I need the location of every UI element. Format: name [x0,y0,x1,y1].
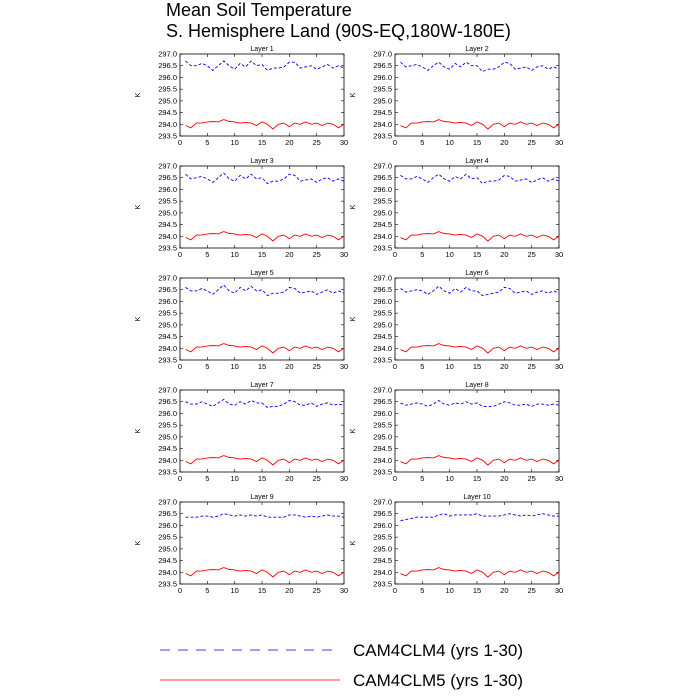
y-tick-label: 294.0 [158,343,177,353]
panel-layer-7 [135,382,348,483]
x-tick-label: 15 [257,362,267,371]
x-tick-label: 30 [339,250,349,259]
x-tick-label: 20 [285,362,294,371]
y-tick-label: 295.0 [373,544,392,554]
y-tick-label: 295.0 [158,96,177,106]
x-tick-label: 25 [527,250,536,259]
y-tick-label: 295.5 [373,196,392,206]
x-tick-label: 25 [527,586,536,595]
x-tick-label: 25 [312,250,321,259]
x-tick-label: 20 [285,250,294,259]
y-tick-label: 294.5 [158,108,177,118]
y-tick-label: 295.0 [158,320,177,330]
x-tick-label: 0 [392,362,398,371]
chart-title-line1: Mean Soil Temperature [166,0,352,20]
y-tick-label: 295.5 [373,84,392,94]
x-tick-label: 20 [285,474,294,483]
legend [160,641,523,690]
x-tick-label: 30 [554,138,564,147]
y-tick-label: 295.5 [158,532,177,542]
series-cam4clm5 [186,568,345,577]
x-tick-label: 30 [554,474,564,483]
x-tick-label: 10 [230,250,239,259]
x-tick-label: 0 [177,138,183,147]
y-tick-label: 297.0 [158,273,177,283]
x-tick-label: 30 [339,586,349,595]
y-tick-label: 296.0 [373,296,392,306]
x-tick-label: 25 [312,138,321,147]
x-tick-label: 25 [527,138,536,147]
x-tick-label: 5 [420,474,425,483]
y-tick-label: 296.5 [158,173,177,183]
x-tick-label: 5 [205,474,210,483]
y-tick-label: 294.0 [373,231,392,241]
panel-layer-8 [350,382,563,483]
plot-frame [395,502,559,584]
y-tick-label: 296.0 [158,184,177,194]
x-tick-label: 0 [177,474,183,483]
y-tick-label: 294.5 [158,444,177,454]
x-tick-label: 25 [527,362,536,371]
y-tick-label: 295.0 [158,208,177,218]
y-tick-label: 294.0 [158,567,177,577]
panel-title: Layer 4 [465,158,489,165]
panel-layer-4 [350,158,563,259]
series-cam4clm4 [186,285,345,296]
y-axis-label: K [350,316,357,322]
series-cam4clm4 [186,399,345,407]
y-tick-label: 293.5 [158,467,177,477]
x-tick-label: 10 [445,474,454,483]
y-tick-label: 296.5 [373,285,392,295]
panel-layer-10 [350,494,563,595]
y-tick-label: 294.5 [158,332,177,342]
y-tick-label: 293.5 [373,467,392,477]
panel-title: Layer 8 [465,382,489,389]
y-tick-label: 296.0 [158,520,177,530]
y-tick-label: 295.5 [158,84,177,94]
x-tick-label: 10 [230,474,239,483]
y-tick-label: 297.0 [158,497,177,507]
y-tick-label: 296.5 [373,397,392,407]
x-tick-label: 10 [445,586,454,595]
panel-layer-2 [350,46,563,147]
x-tick-label: 15 [472,586,482,595]
y-axis-label: K [135,92,142,98]
y-tick-label: 294.5 [373,220,392,230]
x-tick-label: 15 [472,250,482,259]
panel-layer-6 [350,270,563,371]
y-tick-label: 297.0 [158,385,177,395]
x-tick-label: 15 [257,586,267,595]
series-cam4clm4 [401,514,560,521]
x-tick-label: 0 [392,138,398,147]
y-tick-label: 293.5 [373,243,392,253]
y-tick-label: 297.0 [373,161,392,171]
x-tick-label: 5 [420,586,425,595]
legend-label-2: CAM4CLM5 (yrs 1-30) [353,671,524,690]
x-tick-label: 5 [420,250,425,259]
panel-title: Layer 1 [250,46,274,53]
x-tick-label: 20 [500,138,509,147]
plot-frame [180,54,344,136]
x-tick-label: 5 [205,362,210,371]
y-tick-label: 295.0 [373,208,392,218]
x-tick-label: 5 [420,362,425,371]
y-tick-label: 294.0 [373,567,392,577]
y-tick-label: 294.5 [373,108,392,118]
x-tick-label: 15 [472,362,482,371]
x-tick-label: 0 [392,586,398,595]
series-cam4clm5 [401,456,560,465]
x-tick-label: 30 [554,362,564,371]
series-cam4clm5 [186,232,345,241]
y-tick-label: 294.5 [158,220,177,230]
y-tick-label: 294.5 [373,332,392,342]
y-tick-label: 293.5 [373,355,392,365]
x-tick-label: 0 [392,250,398,259]
x-tick-label: 15 [257,250,267,259]
x-tick-label: 15 [472,138,482,147]
x-tick-label: 25 [312,362,321,371]
y-tick-label: 296.5 [158,397,177,407]
x-tick-label: 10 [445,250,454,259]
y-tick-label: 295.5 [373,532,392,542]
series-cam4clm5 [186,344,345,353]
panel-title: Layer 5 [250,270,274,277]
y-tick-label: 293.5 [158,355,177,365]
y-axis-label: K [350,540,357,546]
x-tick-label: 15 [472,474,482,483]
y-tick-label: 296.5 [373,509,392,519]
series-cam4clm5 [186,456,345,465]
x-tick-label: 20 [500,474,509,483]
y-axis-label: K [350,92,357,98]
y-axis-label: K [350,428,357,434]
y-tick-label: 296.0 [158,72,177,82]
y-axis-label: K [135,540,142,546]
chart-title-line2: S. Hemisphere Land (90S-EQ,180W-180E) [166,21,511,41]
y-tick-label: 296.0 [373,184,392,194]
y-tick-label: 297.0 [373,49,392,59]
y-tick-label: 294.0 [158,455,177,465]
plot-frame [180,390,344,472]
y-axis-label: K [135,316,142,322]
x-tick-label: 10 [445,138,454,147]
x-tick-label: 20 [500,586,509,595]
series-cam4clm4 [401,62,560,71]
y-tick-label: 297.0 [373,497,392,507]
x-tick-label: 25 [527,474,536,483]
x-tick-label: 15 [257,474,267,483]
plot-frame [180,502,344,584]
x-tick-label: 5 [205,138,210,147]
y-axis-label: K [135,428,142,434]
x-tick-label: 5 [205,586,210,595]
x-tick-label: 20 [500,250,509,259]
x-tick-label: 30 [339,362,349,371]
series-cam4clm5 [401,120,560,129]
y-tick-label: 295.0 [373,432,392,442]
panel-title: Layer 2 [465,46,489,53]
x-tick-label: 5 [420,138,425,147]
series-cam4clm4 [186,173,345,184]
panel-layer-3 [135,158,348,259]
panel-title: Layer 6 [465,270,489,277]
y-axis-label: K [350,204,357,210]
x-tick-label: 15 [257,138,267,147]
panel-title: Layer 7 [250,382,274,389]
y-tick-label: 294.0 [373,119,392,129]
y-tick-label: 296.5 [373,173,392,183]
y-tick-label: 296.0 [373,520,392,530]
x-tick-label: 10 [230,362,239,371]
series-cam4clm4 [401,174,560,183]
series-cam4clm5 [186,120,345,129]
y-tick-label: 294.5 [373,444,392,454]
x-tick-label: 0 [177,362,183,371]
y-tick-label: 295.5 [158,308,177,318]
plot-frame [180,166,344,248]
y-tick-label: 296.5 [158,285,177,295]
x-tick-label: 30 [554,586,564,595]
plot-frame [180,278,344,360]
x-tick-label: 20 [500,362,509,371]
y-tick-label: 294.0 [158,231,177,241]
y-tick-label: 296.0 [158,408,177,418]
y-tick-label: 293.5 [158,131,177,141]
y-tick-label: 294.0 [373,455,392,465]
x-tick-label: 10 [445,362,454,371]
y-tick-label: 293.5 [373,579,392,589]
x-tick-label: 0 [177,586,183,595]
legend-label-1: CAM4CLM4 (yrs 1-30) [353,641,524,660]
y-tick-label: 297.0 [373,273,392,283]
y-tick-label: 297.0 [373,385,392,395]
x-tick-label: 0 [177,250,183,259]
y-tick-label: 293.5 [373,131,392,141]
y-tick-label: 294.5 [158,556,177,566]
x-tick-label: 10 [230,138,239,147]
series-cam4clm4 [186,514,345,518]
x-tick-label: 0 [392,474,398,483]
y-tick-label: 294.5 [373,556,392,566]
x-tick-label: 25 [312,586,321,595]
y-tick-label: 296.0 [373,408,392,418]
panel-title: Layer 10 [463,494,491,501]
y-tick-label: 295.5 [373,420,392,430]
y-tick-label: 294.0 [158,119,177,129]
x-tick-label: 30 [554,250,564,259]
y-axis-label: K [135,204,142,210]
series-cam4clm4 [186,61,345,70]
x-tick-label: 5 [205,250,210,259]
panel-layer-1 [135,46,348,147]
y-tick-label: 295.5 [158,196,177,206]
y-tick-label: 295.5 [373,308,392,318]
y-tick-label: 295.0 [373,96,392,106]
series-cam4clm5 [401,232,560,241]
y-tick-label: 295.0 [373,320,392,330]
y-tick-label: 296.5 [158,61,177,71]
y-tick-label: 296.5 [373,61,392,71]
x-tick-label: 30 [339,474,349,483]
plot-frame [395,390,559,472]
panel-layer-9 [135,494,348,595]
y-tick-label: 295.0 [158,432,177,442]
x-tick-label: 20 [285,586,294,595]
y-tick-label: 295.5 [158,420,177,430]
y-tick-label: 293.5 [158,243,177,253]
series-cam4clm4 [401,401,560,407]
x-tick-label: 10 [230,586,239,595]
x-tick-label: 30 [339,138,349,147]
series-cam4clm4 [401,286,560,295]
y-tick-label: 297.0 [158,49,177,59]
x-tick-label: 25 [312,474,321,483]
x-tick-label: 20 [285,138,294,147]
y-tick-label: 296.0 [158,296,177,306]
series-cam4clm5 [401,568,560,577]
panel-layer-5 [135,270,348,371]
series-cam4clm5 [401,344,560,353]
y-tick-label: 297.0 [158,161,177,171]
panel-title: Layer 3 [250,158,274,165]
y-tick-label: 295.0 [158,544,177,554]
panel-title: Layer 9 [250,494,274,501]
y-tick-label: 293.5 [158,579,177,589]
y-tick-label: 296.5 [158,509,177,519]
y-tick-label: 294.0 [373,343,392,353]
y-tick-label: 296.0 [373,72,392,82]
